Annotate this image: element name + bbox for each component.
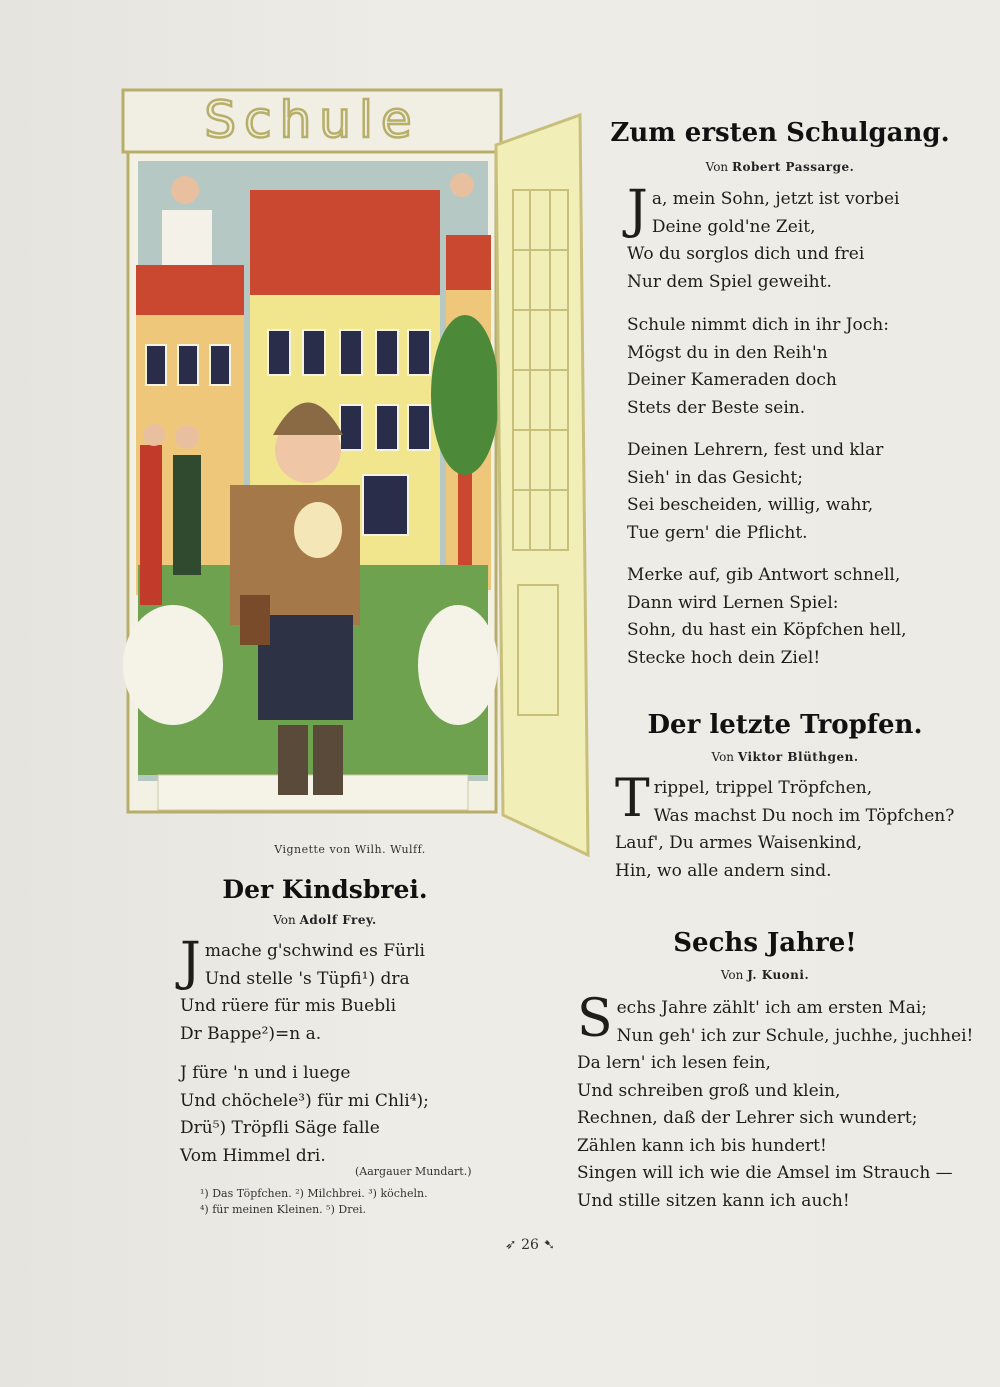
- roof-right: [446, 235, 491, 295]
- poem3-byline-prefix: Von: [273, 913, 296, 927]
- poem1-line: Mögst du in den Reih'n: [627, 342, 828, 363]
- figure-soldier: [173, 455, 201, 575]
- poem1-line: Deiner Kameraden doch: [627, 370, 837, 390]
- page-number: [480, 1237, 580, 1253]
- figure-window-woman-head: [171, 176, 199, 204]
- poem4-line: Da lern' ich lesen fein,: [577, 1053, 771, 1073]
- poem3-line: Vom Himmel dri.: [180, 1145, 326, 1166]
- poem3-line: Und stelle 's Tüpfi¹) dra: [204, 968, 410, 989]
- figure-woman: [140, 445, 162, 605]
- schule-vignette-illustration: [118, 85, 598, 865]
- poem1-line: Sieh' in das Gesicht;: [627, 467, 803, 488]
- poem3-stanza-1: [180, 932, 480, 1048]
- poem1-line: Deinen Lehrern, fest und klar: [627, 440, 884, 460]
- poem3-title: Der Kindsbrei.: [222, 875, 428, 904]
- poem2-line: rippel, trippel Tröpfchen,: [653, 778, 873, 798]
- poem3-line: Und chöchele³) für mi Chli⁴);: [180, 1090, 429, 1111]
- poem1-dropcap: J: [627, 180, 648, 240]
- poem4-line: Nun geh' ich zur Schule, juchhe, juchhei!: [616, 1025, 974, 1046]
- poem3-line: J füre 'n und i luege: [180, 1063, 351, 1083]
- poem3-line: Dr Bappe²)=n a.: [180, 1023, 322, 1044]
- poem3-dialect-note: (Aargauer Mundart.): [355, 1165, 472, 1178]
- poem2-stanza: [615, 769, 955, 885]
- poem3-dropcap: J: [180, 932, 201, 992]
- poem2-title: Der letzte Tropfen.: [647, 710, 923, 740]
- open-door: [496, 115, 588, 855]
- figure-woman-head: [143, 424, 165, 446]
- poem1-line: a, mein Sohn, jetzt ist vorbei: [651, 189, 900, 209]
- poem4-line: echs Jahre zählt' ich am ersten Mai;: [616, 998, 927, 1018]
- folio-ornament-right-icon: ➷: [538, 1237, 556, 1253]
- poem4-line: Singen will ich wie die Amsel im Strauch —: [577, 1163, 953, 1183]
- poem2-byline-prefix: Von: [711, 750, 735, 764]
- figure-window-girl-head: [450, 173, 474, 197]
- poem2-line: Hin, wo alle andern sind.: [615, 860, 832, 881]
- poem1-stanza-4: [627, 562, 947, 672]
- poem4-author: J. Kuoni.: [747, 968, 810, 982]
- stone-post-right: [418, 605, 498, 725]
- poem4-byline-prefix: Von: [720, 968, 744, 982]
- poem1-byline: [610, 160, 950, 174]
- poem1-line: Wo du sorglos dich und frei: [627, 244, 865, 264]
- poem1-line: Nur dem Spiel geweiht.: [627, 271, 832, 292]
- poem4-stanza: [577, 989, 974, 1215]
- poem1-stanza-1: [627, 180, 947, 296]
- figure-soldier-head: [175, 425, 199, 449]
- poem1-title: Zum ersten Schulgang.: [610, 118, 950, 148]
- poem1-line: Sei bescheiden, willig, wahr,: [627, 495, 874, 515]
- poem3-line: mache g'schwind es Fürli: [204, 941, 425, 961]
- poem1-line: Tue gern' die Pflicht.: [627, 522, 808, 543]
- poem4-line: Zählen kann ich bis hundert!: [577, 1135, 827, 1156]
- tree-crown: [431, 315, 499, 475]
- poem1-line: Dann wird Lernen Spiel:: [627, 592, 839, 613]
- poem3-line: Und rüere für mis Buebli: [180, 996, 397, 1016]
- poem1-line: Stecke hoch dein Ziel!: [627, 647, 821, 668]
- roof-center: [250, 190, 440, 300]
- poem2-dropcap: T: [615, 769, 650, 829]
- illustration-caption: Vignette von Wilh. Wulff.: [274, 843, 426, 856]
- poem1-line: Sohn, du hast ein Köpfchen hell,: [627, 620, 907, 640]
- poem4-line: Und stille sitzen kann ich auch!: [577, 1190, 850, 1211]
- poem3-line: Drü⁵) Tröpfli Säge falle: [180, 1118, 380, 1138]
- poem3-author: Adolf Frey.: [299, 913, 377, 927]
- poem4-dropcap: S: [577, 989, 613, 1049]
- poem1-author: Robert Passarge.: [732, 160, 855, 174]
- poem1-byline-prefix: Von: [705, 160, 729, 174]
- poem1-stanza-2: [627, 312, 947, 422]
- poem4-title: Sechs Jahre!: [673, 928, 857, 958]
- poem4-line: Und schreiben groß und klein,: [577, 1080, 841, 1101]
- poem1-stanza-3: [627, 437, 947, 547]
- stone-post-left: [123, 605, 223, 725]
- poem1-line: Deine gold'ne Zeit,: [651, 216, 816, 237]
- poem1-line: Stets der Beste sein.: [627, 397, 806, 418]
- poem1-line: Schule nimmt dich in ihr Joch:: [627, 315, 889, 335]
- poem3-footnote: ⁴) für meinen Kleinen. ⁵) Drei.: [200, 1203, 366, 1216]
- poem4-byline: [580, 968, 950, 982]
- poem2-line: Was machst Du noch im Töpfchen?: [653, 805, 955, 826]
- figure-window-woman: [162, 210, 212, 265]
- poem4-line: Rechnen, daß der Lehrer sich wundert;: [577, 1108, 918, 1128]
- poem2-author: Viktor Blüthgen.: [737, 750, 859, 764]
- poem2-line: Lauf', Du armes Waisenkind,: [615, 833, 862, 853]
- poem2-byline: [610, 750, 960, 764]
- poem3-byline: [180, 913, 470, 927]
- page-number-value: 26: [521, 1237, 539, 1253]
- sign-text: Schule: [204, 91, 420, 149]
- poem1-line: Merke auf, gib Antwort schnell,: [627, 565, 901, 585]
- poem3-stanza-2: [180, 1060, 480, 1170]
- folio-ornament-left-icon: ➶: [504, 1237, 522, 1253]
- poem3-footnote: ¹) Das Töpfchen. ²) Milchbrei. ³) köcheln.: [200, 1187, 428, 1200]
